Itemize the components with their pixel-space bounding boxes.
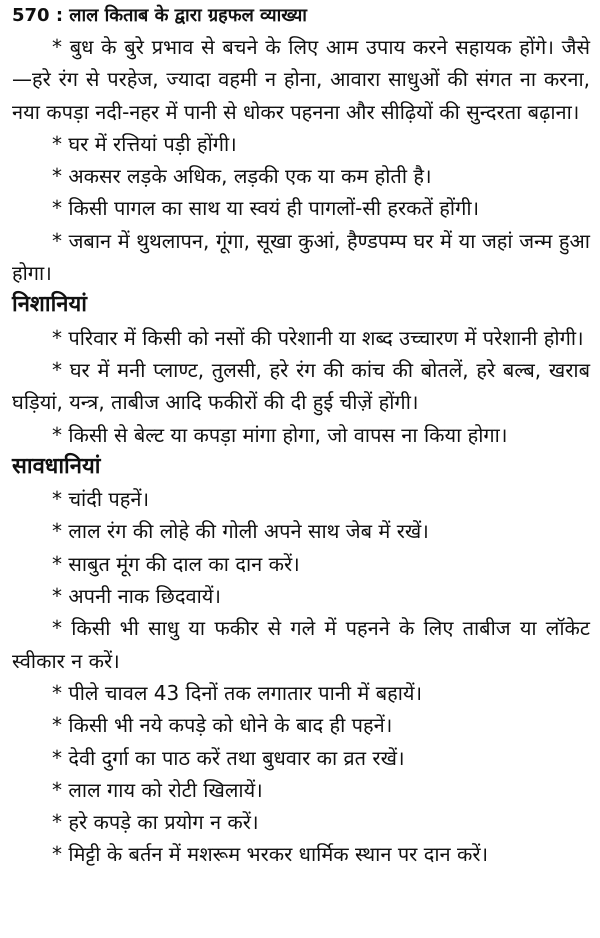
- paragraph: * किसी भी साधु या फकीर से गले में पहनने के लिए ताबीज या लॉकेट स्वीकार न करें।: [12, 616, 590, 673]
- paragraph: * किसी पागल का साथ या स्वयं ही पागलों-सी हरकतें होंगी।: [52, 196, 480, 221]
- paragraph: * परिवार में किसी को नसों की परेशानी या शब्द उच्चारण में परेशानी होगी।: [52, 325, 584, 350]
- intro-section: [12, 31, 590, 289]
- paragraph: * साबुत मूंग की दाल का दान करें।: [52, 551, 300, 576]
- paragraph: * किसी भी नये कपड़े को धोने के बाद ही पहनें।: [52, 713, 393, 738]
- precautions-section: [12, 451, 590, 871]
- paragraph: * हरे कपड़े का प्रयोग न करें।: [52, 810, 259, 835]
- paragraph: * लाल गाय को रोटी खिलायें।: [52, 777, 263, 802]
- paragraph: * मिट्टी के बर्तन में मशरूम भरकर धार्मिक स्थान पर दान करें।: [52, 842, 489, 867]
- paragraph: * अकसर लड़के अधिक, लड़की एक या कम होती है।: [52, 164, 432, 189]
- paragraph: * लाल रंग की लोहे की गोली अपने साथ जेब में रखें।: [52, 519, 429, 544]
- page-header: 570 : लाल किताब के द्वारा ग्रहफल व्याख्या: [12, 5, 307, 26]
- paragraph: * घर में मनी प्लाण्ट, तुलसी, हरे रंग की कांच की बोतलें, हरे बल्ब, खराब घड़ियां, यन्त्र, ताबीज आदि फकीरों की दी हुई चीज़ें होंगी।: [12, 357, 590, 415]
- paragraph: * जबान में थुथलापन, गूंगा, सूखा कुआं, हैण्डपम्प घर में या जहां जन्म हुआ होगा।: [12, 228, 590, 286]
- paragraph: * चांदी पहनें।: [52, 487, 150, 512]
- section-heading: सावधानियां: [12, 453, 101, 479]
- paragraph: * किसी से बेल्ट या कपड़ा मांगा होगा, जो वापस ना किया होगा।: [52, 422, 508, 447]
- paragraph: * घर में रत्तियां पड़ी होंगी।: [52, 131, 237, 156]
- section-heading: निशानियां: [12, 292, 87, 318]
- paragraph: * बुध के बुरे प्रभाव से बचने के लिए आम उपाय करने सहायक होंगे। जैसे—हरे रंग से परहेज, ज्यादा वहमी न होना, आवारा साधुओं की संगत ना करना, नया कपड़ा नदी-नहर में पानी से धोकर पहनना और सीढ़ियों की सुन्दरता बढ़ाना।: [12, 35, 590, 124]
- paragraph: * अपनी नाक छिदवायें।: [52, 584, 221, 609]
- signs-section: [12, 289, 590, 450]
- paragraph: * देवी दुर्गा का पाठ करें तथा बुधवार का व्रत रखें।: [52, 745, 405, 770]
- paragraph: * पीले चावल 43 दिनों तक लगातार पानी में बहायें।: [52, 680, 423, 705]
